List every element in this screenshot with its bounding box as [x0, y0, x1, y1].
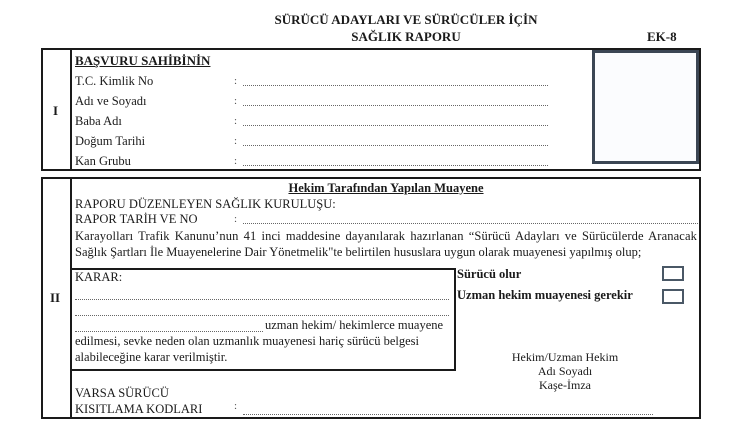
tc-kimlik-input[interactable] — [243, 84, 548, 86]
institution-label: RAPORU DÜZENLEYEN SAĞLIK KURULUŞU: — [75, 197, 336, 211]
decision-line-5-text: alabileceğine karar verilmiştir. — [75, 350, 228, 364]
dogum-tarihi-input[interactable] — [243, 144, 548, 146]
section-1-divider — [70, 48, 72, 171]
option-label-surucu-olur: Sürücü olur — [457, 267, 522, 281]
photo-box[interactable] — [592, 50, 699, 164]
surucu-olur-checkbox[interactable] — [662, 266, 684, 281]
decision-line-3-text: uzman hekim/ hekimlerce muayene — [265, 318, 444, 332]
field-label-ad-soyad: Adı ve Soyadı — [75, 94, 147, 108]
field-label-baba-adi: Baba Adı — [75, 114, 122, 128]
restriction-label-line1: VARSA SÜRÜCÜ — [75, 386, 169, 400]
field-colon: : — [234, 400, 238, 412]
examination-heading: Hekim Tarafından Yapılan Muayene — [288, 181, 484, 195]
uzman-hekim-checkbox[interactable] — [662, 289, 684, 304]
field-label-kan-grubu: Kan Grubu — [75, 154, 131, 168]
field-colon: : — [234, 135, 238, 147]
kan-grubu-input[interactable] — [243, 164, 548, 166]
decision-line-4-text: edilmesi, sevke neden olan uzmanlık muayenesi hariç sürücü belgesi — [75, 334, 419, 348]
applicant-heading: BAŞVURU SAHİBİNİN — [75, 53, 211, 68]
regulation-paragraph-line1: Karayolları Trafik Kanunu’nun 41 inci maddesine dayanılarak hazırlanan “Sürücü Adayları ve Sürücülerde Aranacak — [75, 229, 697, 243]
restriction-codes-input[interactable] — [243, 413, 653, 415]
report-date-input[interactable] — [243, 222, 698, 224]
field-colon: : — [234, 75, 238, 87]
form-title-line1: SÜRÜCÜ ADAYLARI VE SÜRÜCÜLER İÇİN — [274, 12, 538, 27]
field-label-dogum-tarihi: Doğum Tarihi — [75, 134, 146, 148]
option-label-uzman-hekim: Uzman hekim muayenesi gerekir — [457, 288, 633, 302]
field-colon: : — [234, 155, 238, 167]
signature-title: Hekim/Uzman Hekim — [511, 350, 619, 364]
field-colon: : — [234, 213, 238, 225]
section-1-number: I — [53, 103, 59, 118]
field-colon: : — [234, 115, 238, 127]
decision-line-1-input[interactable] — [75, 298, 449, 300]
report-date-label: RAPOR TARİH VE NO — [75, 212, 198, 226]
decision-specialty-input[interactable] — [75, 330, 263, 332]
baba-adi-input[interactable] — [243, 124, 548, 126]
field-colon: : — [234, 95, 238, 107]
form-title-line2: SAĞLIK RAPORU — [351, 29, 461, 44]
signature-name: Adı Soyadı — [537, 364, 593, 378]
field-label-tc-kimlik: T.C. Kimlik No — [75, 74, 154, 88]
section-2-number: II — [50, 290, 61, 305]
restriction-label-line2: KISITLAMA KODLARI — [75, 402, 203, 416]
regulation-paragraph-line2: Sağlık Şartları İle Muayenelerine Dair Yönetmelik"te belirtilen hususlara uygun olarak muayenesi yapılmış olup; — [75, 245, 642, 259]
ad-soyad-input[interactable] — [243, 104, 548, 106]
signature-stamp: Kaşe-İmza — [539, 378, 591, 392]
decision-line-2-input[interactable] — [75, 314, 449, 316]
decision-label: KARAR: — [75, 270, 123, 284]
annex-label: EK-8 — [647, 29, 677, 44]
